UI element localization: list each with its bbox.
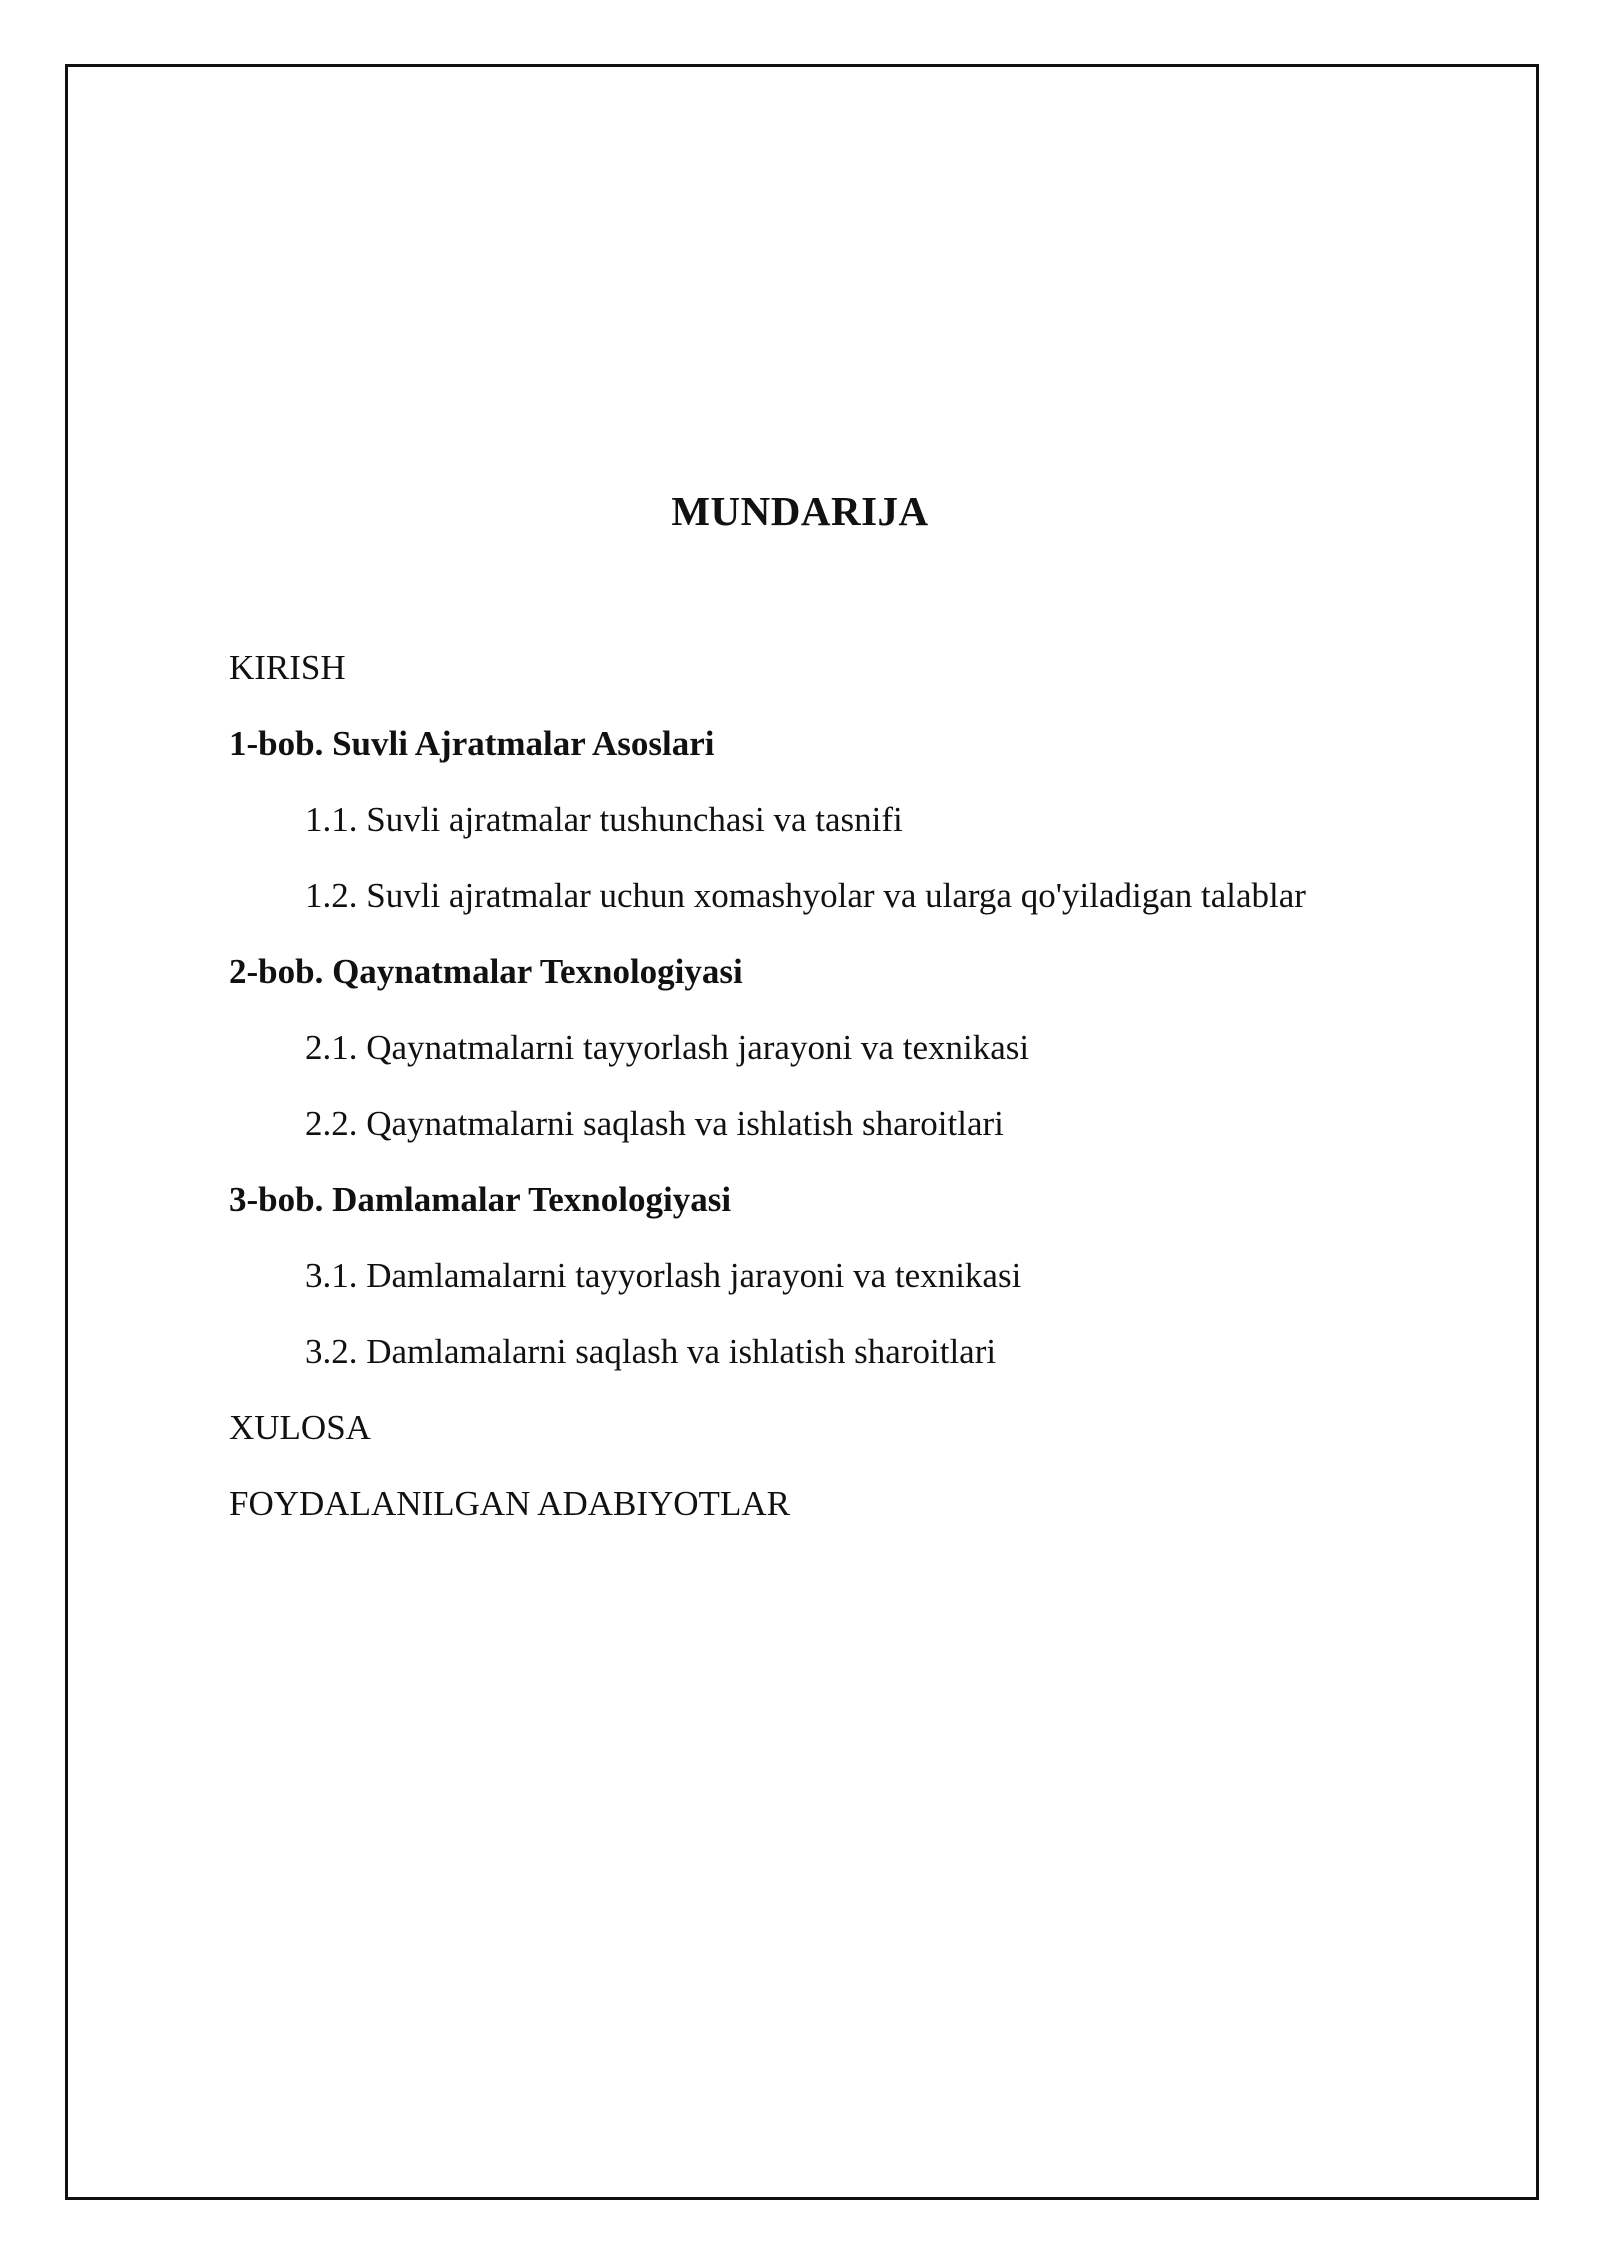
table-of-contents [229,640,1479,1552]
toc-section-3-1: 3.1. Damlamalarni tayyorlash jarayoni va texnikasi [305,1256,1022,1295]
toc-section-2-1: 2.1. Qaynatmalarni tayyorlash jarayoni va texnikasi [305,1028,1030,1067]
toc-section-2-2: 2.2. Qaynatmalarni saqlash va ishlatish sharoitlari [305,1104,1004,1143]
toc-chapter-3: 3-bob. Damlamalar Texnologiyasi [229,1180,732,1219]
toc-item-xulosa: XULOSA [229,1408,371,1447]
toc-item-kirish: KIRISH [229,648,346,687]
toc-item-adabiyotlar: FOYDALANILGAN ADABIYOTLAR [229,1484,790,1523]
toc-section-3-2: 3.2. Damlamalarni saqlash va ishlatish sharoitlari [305,1332,997,1371]
toc-section-1-1: 1.1. Suvli ajratmalar tushunchasi va tasnifi [305,800,903,839]
toc-chapter-2: 2-bob. Qaynatmalar Texnologiyasi [229,952,743,991]
toc-section-1-2: 1.2. Suvli ajratmalar uchun xomashyolar va ularga qo'yiladigan talablar [305,876,1306,915]
toc-chapter-1: 1-bob. Suvli Ajratmalar Asoslari [229,724,715,763]
page-title: MUNDARIJA [671,488,929,535]
